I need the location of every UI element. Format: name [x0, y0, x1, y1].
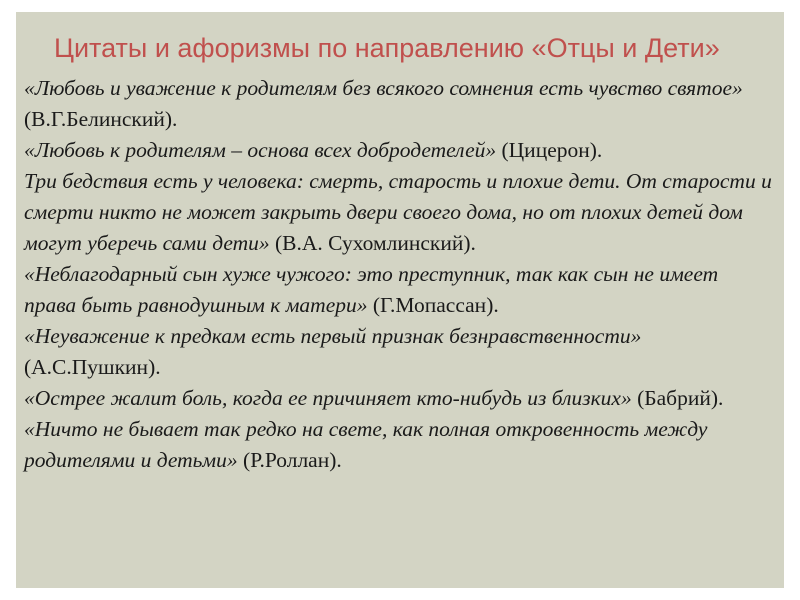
- quote-babrius: [24, 383, 774, 414]
- quote-text: «Ничто не бывает так редко на свете, как полная откровенность между родителями и детьми»: [24, 417, 708, 472]
- quote-author: (В.Г.Белинский).: [24, 107, 178, 131]
- quote-author: (Цицерон).: [501, 138, 603, 162]
- quote-text: «Неблагодарный сын хуже чужого: это преступник, так как сын не имеет права быть равнодушным к матери»: [24, 262, 719, 317]
- quote-text: «Любовь и уважение к родителям без всякого сомнения есть чувство святое»: [24, 76, 743, 100]
- quote-author: (Г.Мопассан).: [372, 293, 499, 317]
- quote-author: (Р.Роллан).: [243, 448, 342, 472]
- quote-text: «Неуважение к предкам есть первый признак безнравственности»: [24, 324, 642, 348]
- quote-list: [24, 73, 774, 476]
- quote-belinsky: [24, 73, 774, 135]
- quote-author: (Бабрий).: [637, 386, 724, 410]
- slide: [16, 12, 784, 588]
- quote-author: (А.С.Пушкин).: [24, 355, 161, 379]
- quote-pushkin: [24, 321, 774, 383]
- slide-title: Цитаты и афоризмы по направлению «Отцы и Дети»: [54, 33, 720, 63]
- quote-rolland: [24, 414, 774, 476]
- quote-author: (В.А. Сухомлинский).: [275, 231, 476, 255]
- quote-sukhomlinsky: [24, 166, 774, 259]
- quote-cicero: [24, 135, 774, 166]
- quote-text: «Любовь к родителям – основа всех добродетелей»: [24, 138, 497, 162]
- quote-text: «Острее жалит боль, когда ее причиняет кто-нибудь из близких»: [24, 386, 632, 410]
- quote-text: Три бедствия есть у человека: смерть, старость и плохие дети. От старости и смерти никто не может закрыть двери своего дома, но от плохих детей дом могут уберечь сами дети»: [24, 169, 772, 255]
- quote-maupassant: [24, 259, 774, 321]
